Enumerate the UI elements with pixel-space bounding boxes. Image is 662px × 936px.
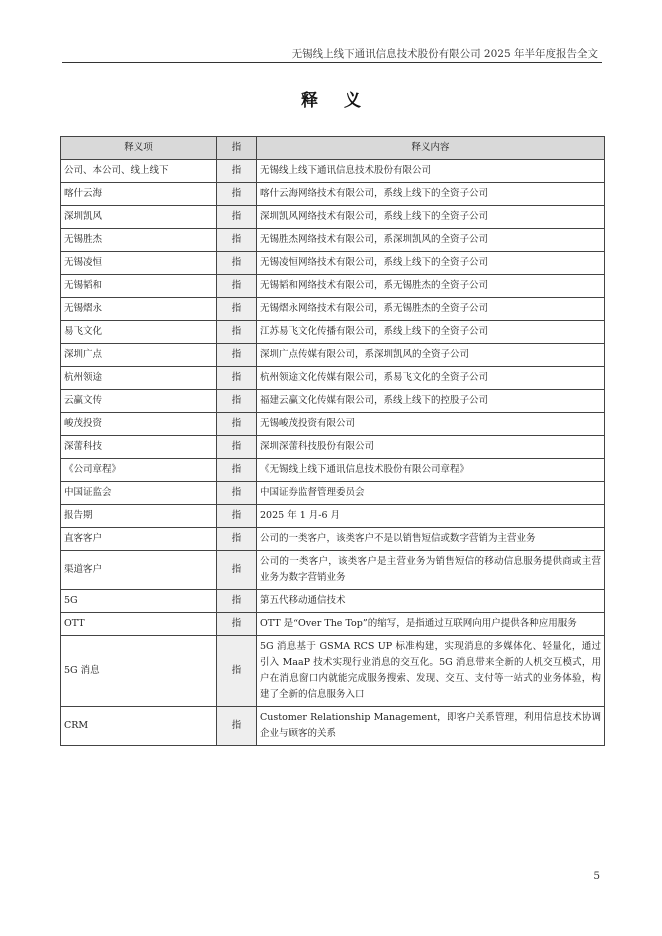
definitions-table — [60, 136, 605, 746]
meaning-cell: 第五代移动通信技术 — [257, 590, 605, 613]
table-row — [61, 590, 605, 613]
table-row — [61, 160, 605, 183]
page-number: 5 — [593, 870, 600, 882]
refer-cell: 指 — [217, 229, 257, 252]
term-cell: 喀什云海 — [61, 183, 217, 206]
table-row — [61, 413, 605, 436]
table-row — [61, 613, 605, 636]
refer-cell: 指 — [217, 275, 257, 298]
refer-cell: 指 — [217, 390, 257, 413]
meaning-cell: 无锡线上线下通讯信息技术股份有限公司 — [257, 160, 605, 183]
term-cell: 《公司章程》 — [61, 459, 217, 482]
table-row — [61, 390, 605, 413]
table-row — [61, 321, 605, 344]
refer-cell: 指 — [217, 551, 257, 590]
table-row — [61, 436, 605, 459]
refer-cell: 指 — [217, 528, 257, 551]
meaning-cell: 深圳广点传媒有限公司，系深圳凯风的全资子公司 — [257, 344, 605, 367]
meaning-cell: 《无锡线上线下通讯信息技术股份有限公司章程》 — [257, 459, 605, 482]
table-row — [61, 206, 605, 229]
meaning-cell: 无锡胜杰网络技术有限公司，系深圳凯风的全资子公司 — [257, 229, 605, 252]
term-cell: 报告期 — [61, 505, 217, 528]
column-header-meaning: 释义内容 — [257, 137, 605, 160]
term-cell: 公司、本公司、线上线下 — [61, 160, 217, 183]
refer-cell: 指 — [217, 505, 257, 528]
table-row — [61, 229, 605, 252]
term-cell: CRM — [61, 707, 217, 746]
meaning-cell: 喀什云海网络技术有限公司，系线上线下的全资子公司 — [257, 183, 605, 206]
refer-cell: 指 — [217, 459, 257, 482]
meaning-cell: 公司的一类客户，该类客户不是以销售短信或数字营销为主营业务 — [257, 528, 605, 551]
term-cell: OTT — [61, 613, 217, 636]
table-row — [61, 528, 605, 551]
term-cell: 5G — [61, 590, 217, 613]
table-row — [61, 367, 605, 390]
table-header-row — [61, 137, 605, 160]
term-cell: 深圳凯风 — [61, 206, 217, 229]
term-cell: 峻茂投资 — [61, 413, 217, 436]
column-header-refer: 指 — [217, 137, 257, 160]
term-cell: 5G 消息 — [61, 636, 217, 707]
refer-cell: 指 — [217, 613, 257, 636]
meaning-cell: 无锡熠永网络技术有限公司，系无锡胜杰的全资子公司 — [257, 298, 605, 321]
meaning-cell: OTT 是“Over The Top”的缩写，是指通过互联网向用户提供各种应用服务 — [257, 613, 605, 636]
meaning-cell: 无锡韬和网络技术有限公司，系无锡胜杰的全资子公司 — [257, 275, 605, 298]
refer-cell: 指 — [217, 298, 257, 321]
term-cell: 渠道客户 — [61, 551, 217, 590]
table-row — [61, 344, 605, 367]
term-cell: 中国证监会 — [61, 482, 217, 505]
table-row — [61, 636, 605, 707]
table-row — [61, 482, 605, 505]
term-cell: 无锡胜杰 — [61, 229, 217, 252]
meaning-cell: 深圳凯风网络技术有限公司，系线上线下的全资子公司 — [257, 206, 605, 229]
term-cell: 无锡熠永 — [61, 298, 217, 321]
column-header-term: 释义项 — [61, 137, 217, 160]
refer-cell: 指 — [217, 590, 257, 613]
refer-cell: 指 — [217, 344, 257, 367]
term-cell: 无锡韬和 — [61, 275, 217, 298]
term-cell: 云赢文传 — [61, 390, 217, 413]
refer-cell: 指 — [217, 436, 257, 459]
refer-cell: 指 — [217, 252, 257, 275]
refer-cell: 指 — [217, 482, 257, 505]
meaning-cell: 杭州领途文化传媒有限公司，系易飞文化的全资子公司 — [257, 367, 605, 390]
meaning-cell: 无锡峻茂投资有限公司 — [257, 413, 605, 436]
meaning-cell: 公司的一类客户，该类客户是主营业务为销售短信的移动信息服务提供商或主营业务为数字营销业务 — [257, 551, 605, 590]
refer-cell: 指 — [217, 707, 257, 746]
term-cell: 杭州领途 — [61, 367, 217, 390]
refer-cell: 指 — [217, 413, 257, 436]
meaning-cell: 无锡凌恒网络技术有限公司，系线上线下的全资子公司 — [257, 252, 605, 275]
meaning-cell: 中国证券监督管理委员会 — [257, 482, 605, 505]
page-header: 无锡线上线下通讯信息技术股份有限公司 2025 年半年度报告全文 — [291, 48, 598, 60]
refer-cell: 指 — [217, 206, 257, 229]
term-cell: 无锡凌恒 — [61, 252, 217, 275]
refer-cell: 指 — [217, 321, 257, 344]
meaning-cell: 深圳深蕾科技股份有限公司 — [257, 436, 605, 459]
page-title: 释义 — [301, 91, 387, 111]
refer-cell: 指 — [217, 636, 257, 707]
refer-cell: 指 — [217, 183, 257, 206]
term-cell: 直客客户 — [61, 528, 217, 551]
term-cell: 深蕾科技 — [61, 436, 217, 459]
table-row — [61, 298, 605, 321]
definitions-table-body — [61, 160, 605, 746]
table-row — [61, 275, 605, 298]
header-divider — [62, 62, 602, 63]
refer-cell: 指 — [217, 367, 257, 390]
table-row — [61, 252, 605, 275]
meaning-cell: 福建云赢文化传媒有限公司，系线上线下的控股子公司 — [257, 390, 605, 413]
table-row — [61, 551, 605, 590]
meaning-cell: 5G 消息基于 GSMA RCS UP 标准构建，实现消息的多媒体化、轻量化，通过引入 MaaP 技术实现行业消息的交互化。5G 消息带来全新的人机交互模式，用户在消息窗口内就能完成服务搜索、发现、交互、支付等一站式的业务体验，构建了全新的信息服务入口 — [257, 636, 605, 707]
refer-cell: 指 — [217, 160, 257, 183]
table-row — [61, 459, 605, 482]
table-row — [61, 707, 605, 746]
term-cell: 易飞文化 — [61, 321, 217, 344]
term-cell: 深圳广点 — [61, 344, 217, 367]
meaning-cell: 江苏易飞文化传播有限公司，系线上线下的全资子公司 — [257, 321, 605, 344]
meaning-cell: 2025 年 1 月-6 月 — [257, 505, 605, 528]
table-row — [61, 505, 605, 528]
table-row — [61, 183, 605, 206]
meaning-cell: Customer Relationship Management，即客户关系管理，利用信息技术协调企业与顾客的关系 — [257, 707, 605, 746]
